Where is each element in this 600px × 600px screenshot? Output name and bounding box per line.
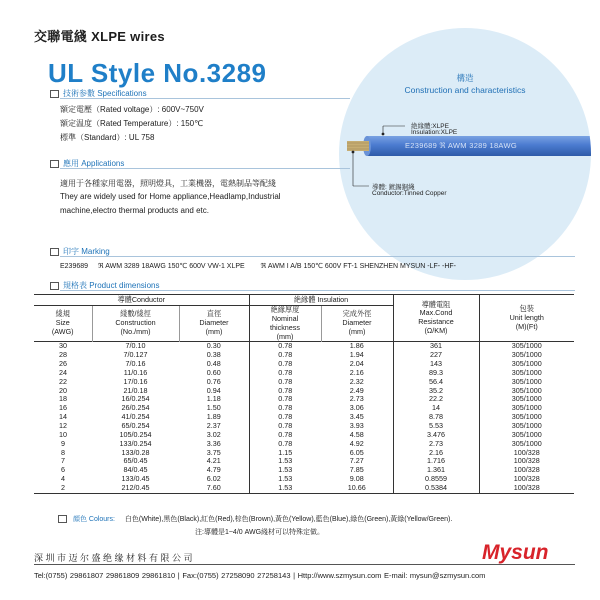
table-cell: 305/1000 — [511, 420, 542, 430]
table-cell: 305/1000 — [511, 438, 542, 448]
resistance-header: 導體電阻 Max.Cond Resistance (Ω/KM) — [393, 295, 479, 342]
table-cell: 18 — [59, 394, 67, 404]
table-cell: 5.53 — [393, 422, 479, 431]
table-cell: 1.53 — [249, 484, 321, 493]
contact-info: Tel:(0755) 29861807 29861809 29861810 | Fax:(0755) 27258090 27258143 | Http://www.szmysun.com E-mail: mysun@szmysun.com — [34, 571, 486, 580]
conductor-group-header: 導體Conductor — [34, 295, 249, 306]
table-cell: 21/0.18 — [123, 385, 148, 395]
outer-diameter-header: 完成外徑 Diameter (mm) — [321, 306, 393, 342]
table-cell: 2.32 — [321, 378, 393, 387]
table-row — [34, 440, 574, 449]
table-cell: 100/328 — [513, 465, 540, 475]
marking-file-number: E239689 — [60, 263, 89, 270]
spec-rated-voltage: 額定電壓（Rated voltage）: 600V~750V — [60, 105, 204, 114]
table-cell: 6.05 — [321, 449, 393, 458]
table-cell: 1.53 — [278, 456, 293, 466]
table-cell: 3.45 — [321, 413, 393, 422]
table-cell: 14 — [393, 404, 479, 413]
table-cell: 1.15 — [278, 447, 293, 457]
table-cell: 16 — [59, 403, 67, 413]
table-row — [34, 342, 574, 351]
application-line-en-2: machine,electro thermal products and etc. — [60, 206, 209, 215]
conductor-label-cn: 導體: 鍍錫銅綫 — [372, 184, 415, 191]
table-cell: 305/1000 — [511, 403, 542, 413]
table-cell: 2.04 — [321, 360, 393, 369]
table-cell: 305/1000 — [511, 385, 542, 395]
colours-list: 白色(White),黑色(Black),紅色(Red),棕色(Brown),黃色(Yellow),藍色(Blue),綠色(Green),黃綠(Yellow/Green). — [124, 516, 453, 523]
table-cell: 2 — [34, 484, 92, 493]
marking-awm-3289: ℜ AWM 3289 18AWG 150℃ 600V VW-1 XLPE — [97, 263, 245, 270]
checkbox-icon — [58, 515, 67, 523]
table-cell: 305/1000 — [511, 341, 542, 351]
table-cell: 1.18 — [179, 395, 249, 404]
table-cell: 28 — [59, 350, 67, 360]
table-cell: 0.38 — [179, 351, 249, 360]
cable-illustration — [339, 28, 591, 280]
table-cell: 305/1000 — [511, 429, 542, 439]
table-cell: 8.78 — [393, 413, 479, 422]
table-cell: 0.48 — [179, 360, 249, 369]
table-cell: 305/1000 — [511, 350, 542, 360]
table-cell: 0.8559 — [393, 475, 479, 484]
table-cell: 4.58 — [321, 431, 393, 440]
table-cell: 1.361 — [393, 466, 479, 475]
table-cell: 9.08 — [321, 475, 393, 484]
table-cell: 2.16 — [393, 449, 479, 458]
conductor-note: 注:導體是1~4/0 AWG綫材可以特殊定做。 — [195, 529, 325, 536]
application-line-cn: 適用于各種家用電器，照明燈具，工業機器，電熱制品等配綫 — [60, 179, 276, 188]
package-header: 包裝 Unit length (M)(Ft) — [509, 303, 544, 331]
table-cell: 361 — [393, 342, 479, 351]
table-cell: 305/1000 — [511, 359, 542, 369]
footer-divider — [34, 564, 575, 565]
table-row — [34, 413, 574, 422]
table-cell: 0.78 — [278, 385, 293, 395]
table-cell: 1.89 — [179, 413, 249, 422]
checkbox-icon — [50, 282, 59, 290]
table-row — [34, 431, 574, 440]
divider — [60, 168, 350, 169]
table-cell: 89.3 — [393, 369, 479, 378]
table-cell: 7/0.127 — [123, 350, 148, 360]
table-cell: 3.36 — [179, 440, 249, 449]
table-cell: 8 — [61, 447, 65, 457]
table-row — [34, 404, 574, 413]
construction-header: 綫數/綫徑 Construction (No./mm) — [92, 306, 179, 342]
table-cell: 1.53 — [278, 465, 293, 475]
table-cell: 0.78 — [278, 403, 293, 413]
application-line-en-1: They are widely used for Home appliance,Headlamp,Industrial — [60, 192, 281, 201]
table-cell: 0.78 — [278, 420, 293, 430]
table-cell: 22 — [59, 376, 67, 386]
table-cell: 143 — [393, 360, 479, 369]
table-cell: 2.16 — [321, 369, 393, 378]
table-row — [34, 422, 574, 431]
diagram-title-en: Construction and characteristics — [404, 85, 526, 95]
checkbox-icon — [50, 90, 59, 98]
table-cell: 227 — [393, 351, 479, 360]
table-cell: 3.06 — [321, 404, 393, 413]
table-cell: 0.78 — [278, 412, 293, 422]
table-cell: 2.73 — [321, 395, 393, 404]
table-row — [34, 466, 574, 475]
table-cell: 100/328 — [479, 484, 574, 493]
table-cell: 7 — [61, 456, 65, 466]
table-row — [34, 351, 574, 360]
table-cell: 133/0.45 — [121, 474, 150, 484]
table-cell: 133/0.254 — [119, 438, 152, 448]
nominal-thickness-header: 絶緣厚度 Nominal thickness (mm) — [249, 306, 321, 342]
table-cell: 7.85 — [321, 466, 393, 475]
conductor-label-en: Conductor:Tinned Copper — [372, 190, 447, 197]
checkbox-icon — [50, 248, 59, 256]
table-cell: 30 — [59, 341, 67, 351]
table-cell: 7/0.16 — [125, 359, 146, 369]
table-cell: 16/0.254 — [121, 394, 150, 404]
table-cell: 0.76 — [179, 378, 249, 387]
table-cell: 84/0.45 — [123, 465, 148, 475]
table-row — [34, 387, 574, 396]
table-cell: 0.78 — [278, 376, 293, 386]
table-cell: 11/0.16 — [123, 367, 148, 377]
marking-heading-text: 印字 Marking — [63, 247, 110, 256]
applications-heading-text: 應用 Applications — [63, 159, 125, 168]
table-cell: 133/0.28 — [121, 447, 150, 457]
table-cell: 4 — [61, 474, 65, 484]
table-cell: 4.92 — [321, 440, 393, 449]
table-cell: 3.476 — [393, 431, 479, 440]
table-cell: 2.73 — [393, 440, 479, 449]
diagram-title-cn: 構造 — [456, 73, 474, 83]
table-cell: 0.78 — [278, 341, 293, 351]
table-row — [34, 369, 574, 378]
marking-awm-iab: ℜ AWM I A/B 150℃ 600V FT-1 SHENZHEN MYSUN -LF- -HF- — [260, 263, 457, 270]
table-cell: 0.30 — [179, 342, 249, 351]
table-cell: 4.79 — [179, 466, 249, 475]
table-cell: 7.60 — [179, 484, 249, 493]
checkbox-icon — [50, 160, 59, 168]
table-cell: 10.66 — [321, 484, 393, 493]
table-cell: 6.02 — [179, 475, 249, 484]
table-cell: 20 — [59, 385, 67, 395]
table-cell: 10 — [59, 429, 67, 439]
table-cell: 9 — [61, 438, 65, 448]
table-cell: 14 — [59, 412, 67, 422]
table-cell: 4.21 — [179, 457, 249, 466]
spec-rated-temperature: 額定温度（Rated Temperature）: 150℃ — [60, 119, 204, 128]
table-cell: 0.94 — [179, 387, 249, 396]
table-cell: 0.78 — [278, 350, 293, 360]
company-name: 深圳市迈尔盛绝缘材料有限公司 — [34, 554, 196, 564]
table-row — [34, 395, 574, 404]
table-cell: 1.86 — [321, 342, 393, 351]
table-cell: 65/0.254 — [121, 420, 150, 430]
table-cell: 65/0.45 — [123, 456, 148, 466]
dimensions-table — [34, 294, 574, 494]
spec-standard: 標準（Standard）: UL 758 — [60, 133, 155, 142]
table-row — [34, 484, 574, 493]
table-cell: 7.27 — [321, 457, 393, 466]
insulation-group-header: 絶緣體 Insulation — [249, 295, 393, 306]
table-cell: 6 — [61, 465, 65, 475]
table-cell: 2.49 — [321, 387, 393, 396]
marking-text — [60, 262, 456, 270]
table-cell: 212/0.45 — [92, 484, 179, 493]
dimensions-table-body — [34, 342, 574, 493]
diameter-header: 直徑 Diameter (mm) — [179, 306, 249, 342]
table-cell: 105/0.254 — [119, 429, 152, 439]
table-cell: 26 — [59, 359, 67, 369]
table-cell: 305/1000 — [511, 394, 542, 404]
table-cell: 3.02 — [179, 431, 249, 440]
divider — [60, 256, 575, 257]
table-cell: 41/0.254 — [121, 412, 150, 422]
construction-diagram — [339, 28, 591, 280]
style-number-title: UL Style No.3289 — [48, 58, 267, 88]
table-cell: 56.4 — [393, 378, 479, 387]
table-row — [34, 449, 574, 458]
table-cell: 3.75 — [179, 449, 249, 458]
specifications-heading-text: 技術参數 Specifications — [63, 89, 147, 98]
table-cell: 1.50 — [179, 404, 249, 413]
table-row — [34, 360, 574, 369]
divider — [60, 98, 350, 99]
table-row — [34, 378, 574, 387]
table-cell: 0.78 — [278, 429, 293, 439]
dimensions-heading-text: 規格表 Product dimensions — [63, 281, 160, 290]
table-cell: 1.53 — [278, 474, 293, 484]
table-cell: 100/328 — [513, 456, 540, 466]
table-row — [34, 457, 574, 466]
table-cell: 7/0.10 — [125, 341, 146, 351]
mysun-logo: Mysun — [482, 541, 549, 564]
table-cell: 17/0.16 — [123, 376, 148, 386]
table-cell: 2.37 — [179, 422, 249, 431]
colours-label: 顔色 Colours: — [72, 516, 115, 523]
table-cell: 0.78 — [278, 394, 293, 404]
table-cell: 100/328 — [513, 447, 540, 457]
table-cell: 0.78 — [278, 359, 293, 369]
divider — [60, 290, 575, 291]
table-cell: 1.94 — [321, 351, 393, 360]
table-cell: 0.78 — [278, 367, 293, 377]
table-cell: 26/0.254 — [121, 403, 150, 413]
table-cell: 0.5384 — [393, 484, 479, 493]
table-cell: 305/1000 — [511, 367, 542, 377]
size-header: 綫規 Size (AWG) — [34, 306, 92, 342]
table-cell: 24 — [59, 367, 67, 377]
insulation-label-cn: 絶緣體:XLPE — [411, 123, 449, 130]
table-cell: 22.2 — [393, 395, 479, 404]
table-cell: 35.2 — [393, 387, 479, 396]
table-cell: 12 — [59, 420, 67, 430]
table-cell: 305/1000 — [511, 376, 542, 386]
table-cell: 0.78 — [278, 438, 293, 448]
table-cell: 305/1000 — [511, 412, 542, 422]
insulation-label-en: Insulation:XLPE — [411, 129, 458, 136]
table-cell: 3.93 — [321, 422, 393, 431]
colours-line — [58, 514, 452, 524]
document-title: 交聯電綫 XLPE wires — [34, 29, 165, 44]
table-cell: 0.60 — [179, 369, 249, 378]
table-row — [34, 475, 574, 484]
table-cell: 100/328 — [513, 474, 540, 484]
cable-print: E239689 ℜ AWM 3289 18AWG — [405, 141, 517, 150]
table-cell: 1.716 — [393, 457, 479, 466]
